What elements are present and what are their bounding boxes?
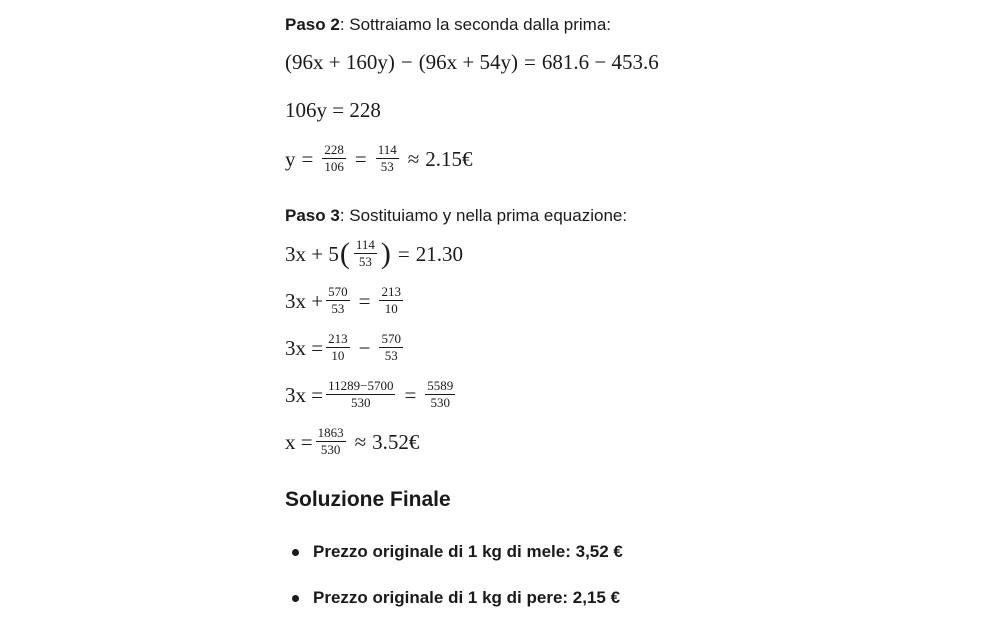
eq-term: 3x =: [285, 335, 324, 360]
fraction-denominator: 106: [324, 159, 344, 174]
eq-term: x =: [285, 429, 313, 454]
step2-label: Paso 2: [285, 15, 340, 34]
fraction-numerator: 114: [377, 142, 397, 157]
fraction: [322, 143, 346, 174]
step2-equation-3: [285, 143, 473, 174]
eq-result: 3.52€: [372, 429, 420, 454]
step2-line: [285, 14, 611, 36]
fraction-numerator: 570: [328, 284, 348, 299]
fraction-numerator: 570: [381, 331, 401, 346]
fraction: [326, 332, 350, 363]
eq-term: 106y = 228: [285, 98, 381, 122]
fraction-numerator: 1863: [317, 425, 344, 440]
fraction-numerator: 228: [324, 142, 344, 157]
eq-operator: −: [358, 335, 371, 360]
fraction: [425, 379, 455, 410]
fraction-denominator: 53: [384, 348, 398, 363]
fraction-denominator: 53: [380, 159, 394, 174]
eq-operator: =: [404, 382, 417, 407]
fraction-denominator: 53: [358, 254, 372, 269]
list-item-text: Prezzo originale di 1 kg di pere: 2,15 €: [313, 588, 621, 607]
list-item: [285, 587, 620, 609]
paren-close: ): [380, 236, 391, 270]
step3-equation-3: [285, 332, 406, 363]
eq-result: 2.15€: [425, 146, 473, 171]
eq-operator: ≈: [407, 146, 420, 171]
bullet-icon: [292, 595, 299, 602]
fraction-denominator: 530: [430, 395, 451, 410]
fraction-numerator: 5589: [427, 378, 454, 393]
fraction-denominator: 530: [351, 395, 371, 410]
fraction: [326, 379, 395, 410]
fraction: [379, 285, 403, 316]
eq-operator: =: [358, 288, 371, 313]
fraction-numerator: 11289−5700: [328, 378, 394, 393]
fraction-denominator: 10: [331, 348, 345, 363]
eq-operator: =: [354, 146, 367, 171]
solution-document: [285, 0, 845, 625]
step3-label: Paso 3: [285, 206, 340, 225]
step3-line: [285, 205, 627, 227]
bullet-icon: [292, 549, 299, 556]
step2-equation-2: [285, 96, 381, 124]
fraction-denominator: 10: [384, 301, 398, 316]
solution-heading: Soluzione Finale: [285, 488, 451, 511]
fraction-denominator: 53: [331, 301, 345, 316]
step3-equation-5: [285, 426, 419, 457]
eq-term: 3x + 5: [285, 241, 339, 266]
fraction-numerator: 213: [381, 284, 401, 299]
step2-equation-1: [285, 48, 659, 76]
fraction: [376, 143, 399, 174]
eq-variable: y: [285, 146, 296, 171]
eq-operator: =: [524, 50, 536, 74]
fraction: [326, 285, 350, 316]
eq-operator: ≈: [354, 429, 367, 454]
fraction: [379, 332, 403, 363]
eq-term: (96x + 160y): [285, 50, 395, 74]
eq-operator: −: [400, 50, 413, 74]
eq-term: (96x + 54y): [418, 50, 519, 74]
eq-operator: =: [301, 146, 314, 171]
fraction: [316, 426, 346, 457]
step3-equation-1: [285, 238, 463, 269]
eq-operator: =: [397, 241, 410, 266]
step3-equation-2: [285, 285, 406, 316]
fraction: [354, 238, 377, 269]
list-item-text: Prezzo originale di 1 kg di mele: 3,52 €: [313, 542, 623, 561]
eq-term: 3x +: [285, 288, 324, 313]
eq-result: 21.30: [415, 241, 463, 266]
fraction-numerator: 213: [328, 331, 348, 346]
fraction-denominator: 530: [320, 442, 341, 457]
eq-result: 681.6 − 453.6: [541, 50, 659, 74]
eq-term: 3x =: [285, 382, 324, 407]
paren-open: (: [339, 236, 350, 270]
fraction-numerator: 114: [355, 237, 375, 252]
step3-equation-4: [285, 379, 458, 410]
step2-text: : Sottraiamo la seconda dalla prima:: [339, 15, 612, 34]
step3-text: : Sostituiamo y nella prima equazione:: [339, 206, 628, 225]
list-item: [285, 541, 623, 563]
